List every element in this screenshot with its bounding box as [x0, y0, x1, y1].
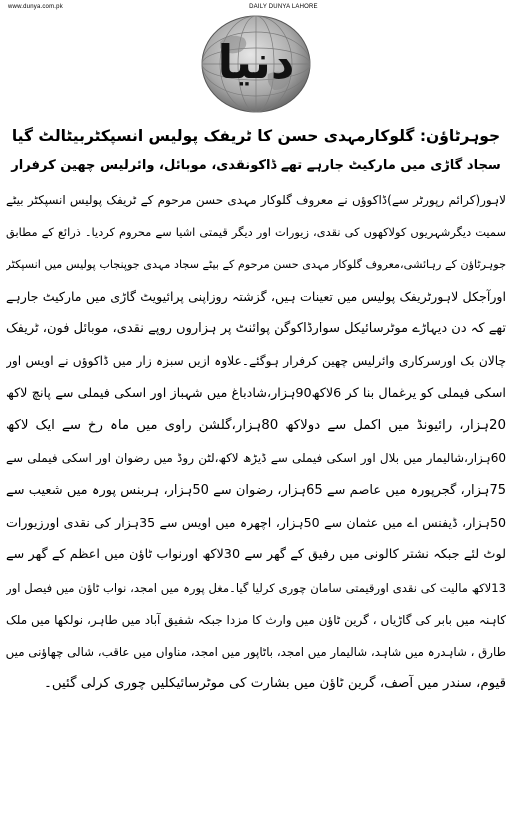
article-line: طارق ، شاہدرہ میں شاہد، شالیمار میں امجد، باٹاپور میں امجد، مناواں میں عاقب، شالی چھاؤنی میں: [6, 645, 506, 660]
masthead: [0, 0, 512, 118]
article-line: 75ہزار، گجرپورہ میں عاصم سے 65ہزار، رضوان سے 50ہزار، ہربنس پورہ میں شعیب سے: [6, 482, 506, 498]
article-line: چالان بک اورسرکاری وائرلیس چھین کرفرار ہوگئے۔علاوہ ازیں سبزہ زار میں ڈاکوؤں نے اویس اور: [6, 354, 506, 369]
edition-label: DAILY DUNYA LAHORE: [249, 4, 318, 10]
article-body: [6, 184, 506, 830]
article-line: قیوم، سندر میں آصف، گرین ٹاؤن میں بشارت کی موٹرسائیکلیں چوری کرلی گئیں۔: [43, 676, 506, 692]
article-line: کاہنہ میں بابر کی گاڑیاں ، گرین ٹاؤن میں وارث کا مزدا جبکہ شفیق آباد میں طاہر، نولکھا میں ملک: [6, 612, 506, 627]
subheadline: سجاد گاڑی میں مارکیٹ جارہے تھے ڈاکونقدی، موبائل، وائرلیس چھین کرفرار: [11, 158, 501, 173]
article-line: جوہرٹاؤن کے رہائشی،معروف گلوکار مہدی حسن مرحوم کے بیٹے سجاد مہدی جوپنجاب پولیس میں انسپکٹر: [6, 257, 506, 271]
article-line: 50ہزار، ڈیفنس اے میں عثمان سے 50ہزار، اچھرہ میں اویس سے 35ہزار کی نقدی اورزیورات: [6, 514, 506, 530]
logo-wordmark: دنیا: [217, 35, 295, 89]
masthead-strip: [8, 4, 504, 10]
article-line: 13لاکھ مالیت کی نقدی اورقیمتی سامان چوری کرلیا گیا۔مغل پورہ میں امجد، نواب ٹاؤن میں فیصل اور: [6, 580, 506, 595]
article-line: 60ہزار،شالیمار میں بلال اور اسکی فیملی سے ڈیڑھ لاکھ،لٹن روڈ میں رضوان اور اسکی فیملی سے: [6, 451, 506, 466]
article-line: سمیت دیگرشہریوں کولاکھوں کی نقدی، زیورات اور دیگر قیمتی اشیا سے محروم کردیا۔ ذرائع کے مطابق: [6, 225, 506, 240]
article-line: اسکی فیملی کو یرغمال بنا کر 6لاکھ90ہزار،شادباغ میں شہباز اور اسکی فیملی سے پانچ لاکھ: [6, 385, 506, 401]
article-line: 20ہزار، رائیونڈ میں اکمل سے دولاکھ 80ہزار،گلشن راوی میں ماہ رخ سے ایک لاکھ: [6, 418, 506, 434]
headline: جوہرٹاؤن: گلوکارمہدی حسن کا ٹریفک پولیس انسپکٹربیٹالٹ گیا: [11, 127, 501, 145]
article-line: تھے کہ دن دیہاڑے موٹرسائیکل سوارڈاکوگن پوائنٹ پر ہزاروں روپے نقدی، موبائل فون، ٹریفک: [6, 321, 506, 337]
website-label: www.dunya.com.pk: [8, 4, 63, 10]
newspaper-logo: [176, 12, 336, 116]
article-line: لاہور(کرائم رپورٹر سے)ڈاکوؤں نے معروف گلوکار مہدی حسن مرحوم کے ٹریفک پولیس انسپکٹر بیٹے: [6, 193, 506, 207]
article-line: لوٹ لئے جبکہ نشتر کالونی میں رفیق کے گھر سے 30لاکھ اورنواب ٹاؤن میں اعظم کے گھر سے: [6, 547, 506, 563]
globe-logo-icon: [176, 12, 336, 116]
article-line: اورآجکل لاہورٹریفک پولیس میں تعینات ہیں، گزشتہ روزاپنی پرائیویٹ گاڑی میں مارکیٹ جارہے: [6, 288, 506, 304]
